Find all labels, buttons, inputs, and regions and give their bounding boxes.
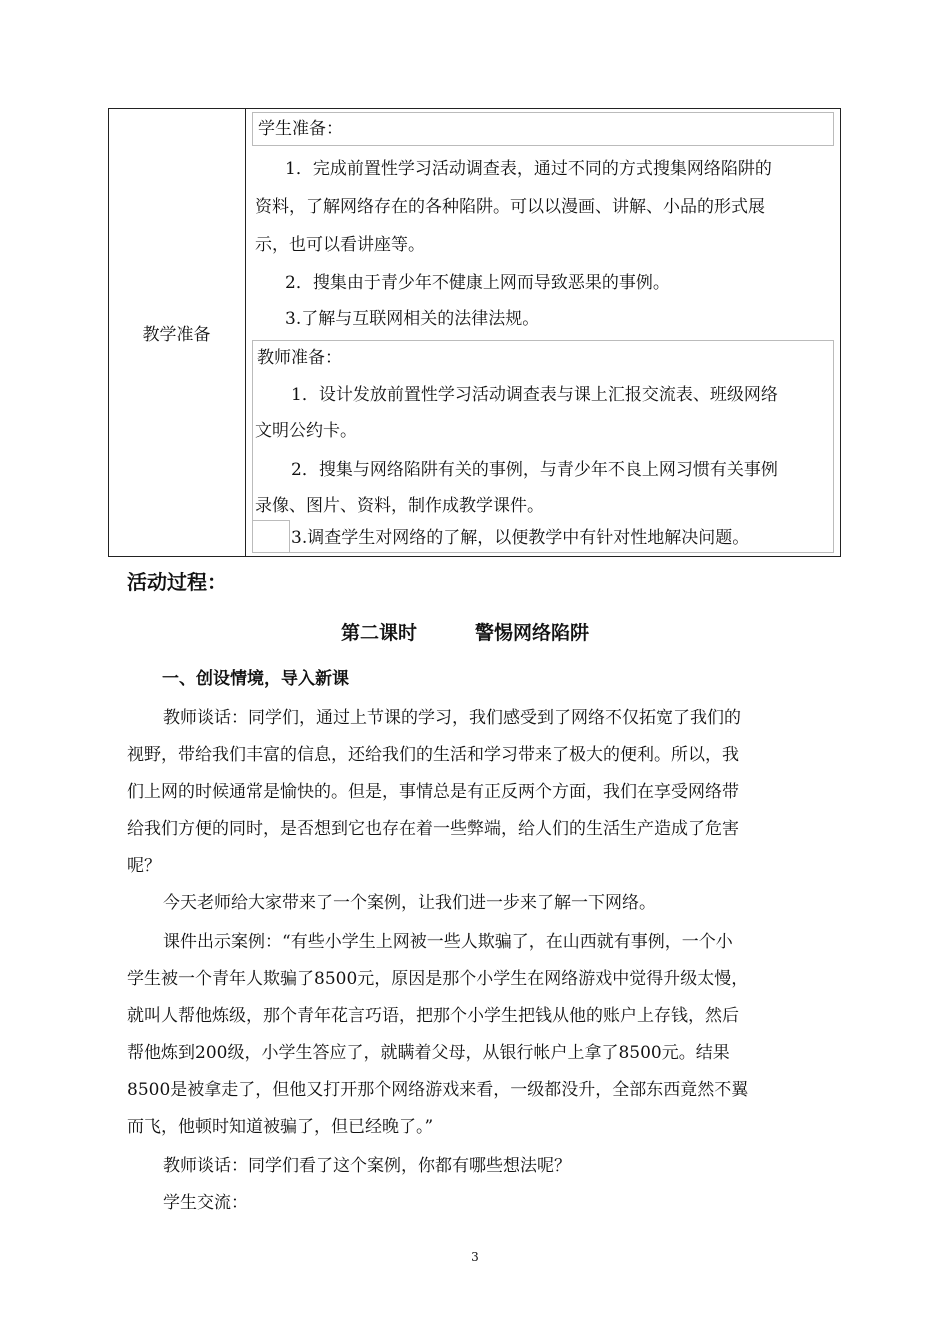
student-line: 3.了解与互联网相关的法律法规。 (285, 309, 540, 329)
body-line: 帮他炼到200级，小学生答应了，就瞒着父母，从银行帐户上拿了8500元。结果 (127, 1043, 730, 1063)
student-line: 资料，了解网络存在的各种陷阱。可以以漫画、讲解、小品的形式展 (255, 197, 765, 217)
teacher-line: 2．搜集与网络陷阱有关的事例，与青少年不良上网习惯有关事例 (291, 460, 778, 480)
body-line: 学生被一个青年人欺骗了8500元，原因是那个小学生在网络游戏中觉得升级太慢， (127, 969, 749, 989)
table-left-label: 教学准备 (142, 325, 211, 345)
lesson-title-part-b: 警惕网络陷阱 (475, 622, 590, 644)
teacher-prep-box (252, 340, 834, 553)
teacher-line: 录像、图片、资料，制作成教学课件。 (255, 496, 544, 516)
student-line: 1．完成前置性学习活动调查表，通过不同的方式搜集网络陷阱的 (285, 159, 772, 179)
body-line: 学生交流： (163, 1193, 248, 1213)
teacher-line: 1．设计发放前置性学习活动调查表与课上汇报交流表、班级网络 (291, 385, 778, 405)
body-line: 教师谈话：同学们，通过上节课的学习，我们感受到了网络不仅拓宽了我们的 (163, 708, 741, 728)
body-line: 教师谈话：同学们看了这个案例，你都有哪些想法呢？ (163, 1156, 571, 1176)
subheading: 一、创设情境，导入新课 (162, 669, 349, 689)
student-line: 2．搜集由于青少年不健康上网而导致恶果的事例。 (285, 273, 670, 293)
section-title: 活动过程： (127, 570, 227, 594)
page-number: 3 (471, 1250, 479, 1264)
lesson-title-part-a: 第二课时 (341, 622, 418, 644)
teacher-line: 3.调查学生对网络的了解，以便教学中有针对性地解决问题。 (291, 528, 750, 548)
body-line: 今天老师给大家带来了一个案例，让我们进一步来了解一下网络。 (163, 893, 656, 913)
teacher-heading: 教师准备： (257, 348, 342, 368)
body-line: 视野，带给我们丰富的信息，还给我们的生活和学习带来了极大的便利。所以，我 (127, 745, 739, 765)
student-line: 示，也可以看讲座等。 (255, 235, 425, 255)
body-line: 8500是被拿走了，但他又打开那个网络游戏来看，一级都没升，全部东西竟然不翼 (127, 1080, 749, 1100)
body-line: 给我们方便的同时，是否想到它也存在着一些弊端，给人们的生活生产造成了危害 (127, 819, 739, 839)
body-line: 而飞，他顿时知道被骗了，但已经晚了。” (127, 1117, 434, 1137)
table-column-divider (245, 108, 246, 557)
body-line: 呢？ (127, 856, 161, 876)
teacher-last-cell (252, 520, 290, 553)
body-line: 就叫人帮他炼级，那个青年花言巧语，把那个小学生把钱从他的账户上存钱，然后 (127, 1006, 739, 1026)
teacher-line: 文明公约卡。 (255, 421, 357, 441)
body-line: 课件出示案例：“有些小学生上网被一些人欺骗了，在山西就有事例，一个小 (163, 932, 733, 952)
body-line: 们上网的时候通常是愉快的。但是，事情总是有正反两个方面，我们在享受网络带 (127, 782, 739, 802)
student-heading: 学生准备： (258, 119, 343, 139)
